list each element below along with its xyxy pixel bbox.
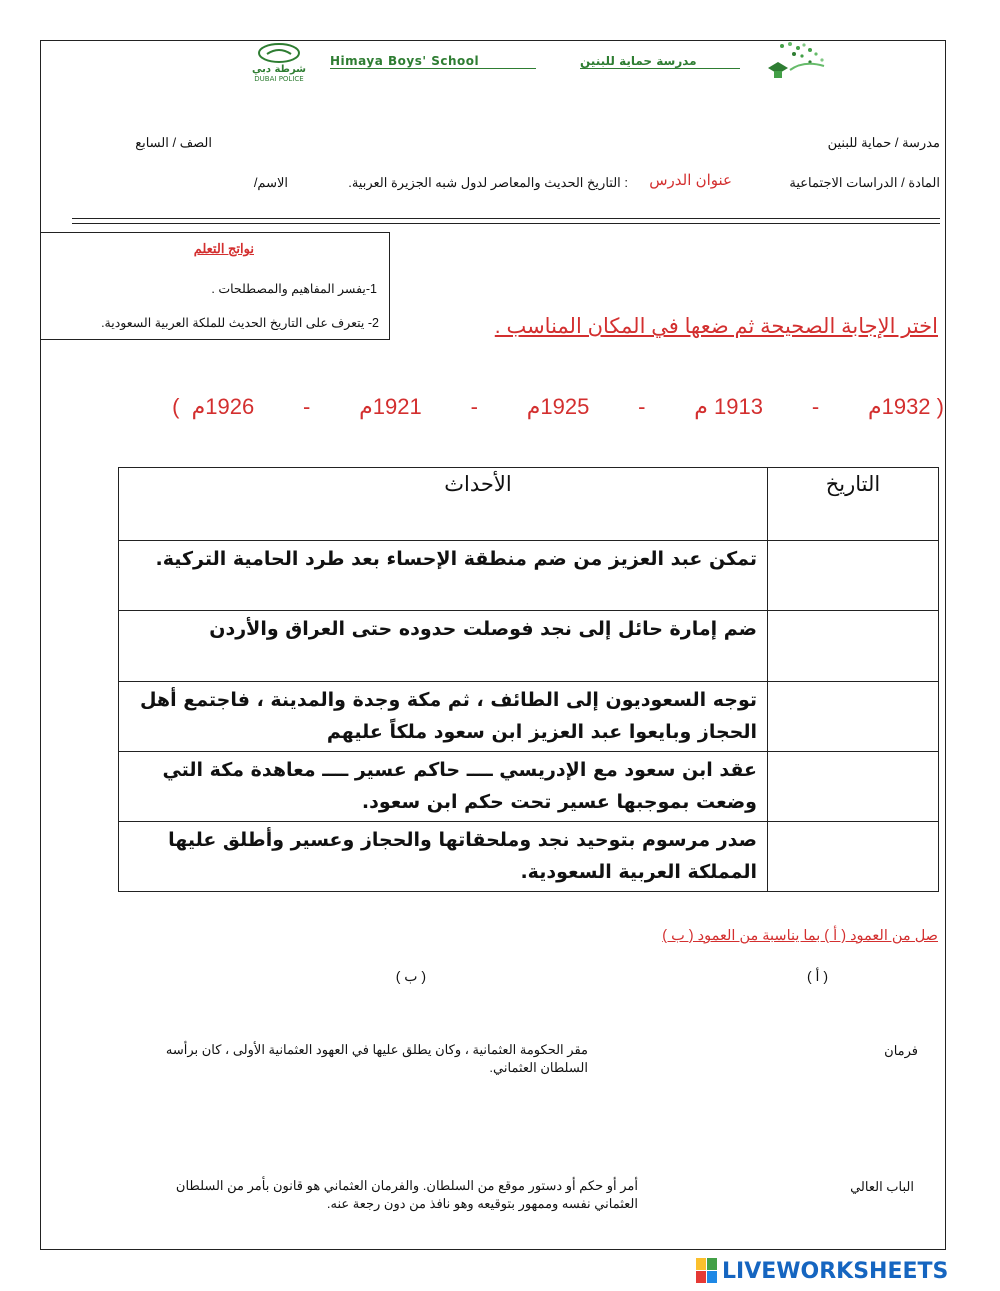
date-drop-target[interactable] [768, 752, 939, 822]
table-row [119, 541, 939, 611]
student-name-field: الاسم/ [253, 175, 288, 190]
choice-separator: - [470, 394, 478, 419]
choice-1921[interactable]: 1921م [359, 394, 422, 419]
choice-separator: - [303, 394, 311, 419]
column-a-header: ( أ ) [807, 968, 828, 984]
choice-separator: - [638, 394, 646, 419]
school-name-underline [330, 68, 536, 69]
choice-1932[interactable]: ( 1932م [867, 394, 944, 419]
svg-text:DUBAI POLICE: DUBAI POLICE [254, 75, 304, 82]
choice-1913[interactable]: 1913 م [694, 394, 763, 419]
learning-outcome-2: 2- يتعرف على التاريخ الحديث للملكة العربية السعودية. [101, 316, 379, 330]
match-definition-2[interactable] [78, 1177, 638, 1213]
answer-choices [172, 394, 944, 420]
table-row [119, 752, 939, 822]
liveworksheets-wordmark: LIVEWORKSHEETS [722, 1258, 949, 1284]
table-header-row [119, 468, 939, 541]
event-text: عقد ابن سعود مع الإدريسي ــــ حاكم عسير ــــ معاهدة مكة التي وضعت بموجبها عسير تحت حكم ابن سعود. [119, 752, 768, 822]
choice-separator: - [811, 394, 820, 419]
liveworksheets-icon [696, 1258, 718, 1284]
event-text: ضم إمارة حائل إلى نجد فوصلت حدوده حتى العراق والأردن [119, 611, 768, 682]
school-logo [754, 40, 834, 82]
match-definition-2-line-2: العثماني نفسه وممهور بتوقيعه وهو نافذ من دون رجعة عنه. [326, 1196, 638, 1211]
matching-instruction: صل من العمود ( أ ) بما يناسبة من العمود ( ب ) [662, 928, 938, 944]
school-name-english: Himaya Boys' School [330, 54, 480, 68]
table-row [119, 822, 939, 892]
event-text: توجه السعوديون إلى الطائف ، ثم مكة وجدة والمدينة ، فاجتمع أهل الحجاز وبايعوا عبد العزيز ابن سعود ملكاً عليهم [119, 682, 768, 752]
event-text: تمكن عبد العزيز من ضم منطقة الإحساء بعد طرد الحامية التركية. [119, 541, 768, 611]
school-name-arabic-underline [580, 68, 740, 69]
date-drop-target[interactable] [768, 541, 939, 611]
match-definition-1[interactable] [68, 1041, 588, 1077]
match-term-1[interactable]: فرمان [884, 1043, 918, 1058]
date-drop-target[interactable] [768, 611, 939, 682]
column-b-header: ( ب ) [395, 968, 426, 984]
school-name-arabic: مدرسة حماية للبنين [580, 54, 697, 68]
match-definition-1-line-2: السلطان العثماني. [489, 1060, 588, 1075]
match-term-2[interactable]: الباب العالي [850, 1179, 914, 1194]
grade-field: الصف / السابع [135, 135, 212, 150]
date-drop-target[interactable] [768, 822, 939, 892]
date-column-header: التاريخ [768, 468, 939, 541]
dubai-police-logo [233, 42, 325, 82]
learning-outcomes-box [40, 232, 390, 340]
school-field: مدرسة / حماية للبنين [827, 135, 940, 150]
learning-outcome-1: 1-يفسر المفاهيم والمصطلحات . [211, 282, 377, 296]
liveworksheets-logo[interactable] [696, 1258, 948, 1284]
events-table [118, 467, 939, 892]
svg-text:شرطة دبي: شرطة دبي [251, 64, 307, 75]
choice-1926[interactable]: 1926م ) [172, 394, 255, 419]
lesson-label: عنوان الدرس [649, 172, 732, 189]
event-text: صدر مرسوم بتوحيد نجد وملحقاتها والحجاز وعسير وأطلق عليها المملكة العربية السعودية. [119, 822, 768, 892]
subject-field: المادة / الدراسات الاجتماعية [789, 175, 940, 190]
match-definition-1-line-1: مقر الحكومة العثمانية ، وكان يطلق عليها في العهود العثمانية الأولى ، كان برأسه [165, 1042, 588, 1057]
events-column-header: الأحداث [119, 468, 768, 541]
table-row [119, 682, 939, 752]
choice-1925[interactable]: 1925م [526, 394, 590, 419]
table-row [119, 611, 939, 682]
match-definition-2-line-1: أمر أو حكم أو دستور موقع من السلطان. والفرمان العثماني هو قانون بأمر من السلطان [175, 1178, 638, 1193]
learning-outcomes-title: نواتج التعلم [193, 241, 254, 256]
header-rule-bottom [72, 223, 940, 224]
lesson-title: : التاريخ الحديث والمعاصر لدول شبه الجزيرة العربية. [348, 175, 628, 190]
header-rule-top [72, 218, 940, 219]
instruction-heading: اختر الإجابة الصحيحة ثم ضعها في المكان المناسب . [494, 315, 938, 338]
date-drop-target[interactable] [768, 682, 939, 752]
